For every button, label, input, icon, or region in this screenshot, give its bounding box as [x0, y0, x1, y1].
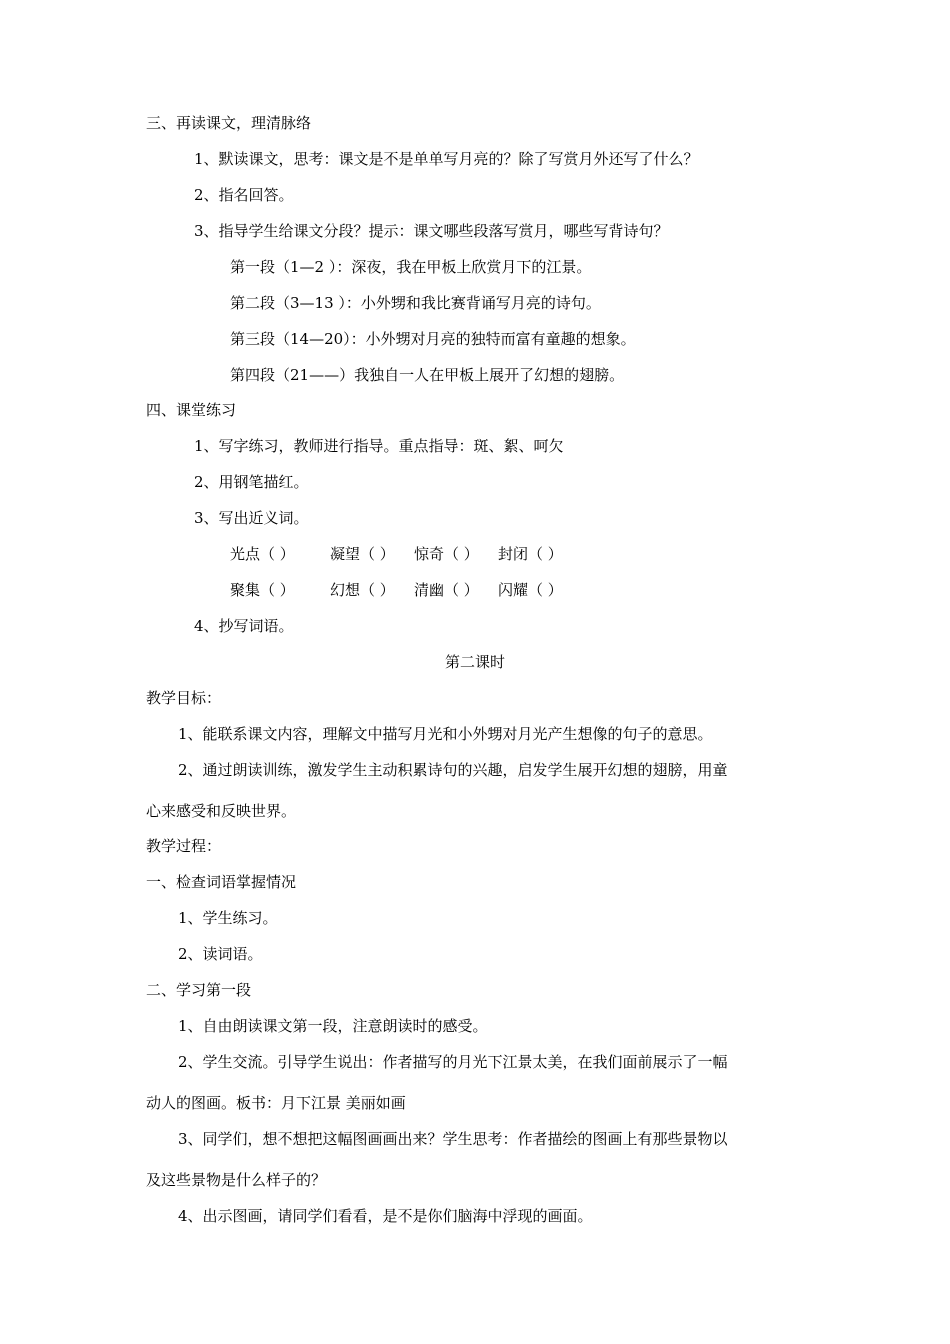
synonym-word: 闪耀（ ） [498, 581, 563, 599]
part-1-item-1: 1、学生练习。 [178, 909, 278, 927]
paragraph-3: 第三段（14—20）：小外甥对月亮的独特而富有童趣的想象。 [230, 330, 636, 348]
part-2-item-3-line-1: 3、同学们，想不想把这幅图画画出来？学生思考：作者描绘的图画上有那些景物以 [178, 1130, 728, 1148]
part-2-item-1: 1、自由朗读课文第一段，注意朗读时的感受。 [178, 1017, 488, 1035]
paragraph-2: 第二段（3—13 ）：小外甥和我比赛背诵写月亮的诗句。 [230, 294, 601, 312]
synonym-word: 惊奇（ ） [414, 545, 479, 563]
synonym-word: 清幽（ ） [414, 581, 479, 599]
goals-label: 教学目标： [146, 689, 222, 707]
section-4-heading: 四、课堂练习 [146, 401, 237, 419]
goal-2-line-1: 2、通过朗读训练，激发学生主动积累诗句的兴趣，启发学生展开幻想的翅膀，用童 [178, 761, 728, 779]
synonym-word: 幻想（ ） [330, 581, 395, 599]
part-2-heading: 二、学习第一段 [146, 981, 252, 999]
section-4-item-4: 4、抄写词语。 [194, 617, 294, 635]
part-2-item-3-line-2: 及这些景物是什么样子的？ [146, 1171, 327, 1189]
paragraph-1: 第一段（1—2 ）：深夜，我在甲板上欣赏月下的江景。 [230, 258, 592, 276]
synonym-word: 聚集（ ） [230, 581, 295, 599]
synonym-word: 凝望（ ） [330, 545, 395, 563]
section-3-item-3: 3、指导学生给课文分段？提示：课文哪些段落写赏月，哪些写背诗句？ [194, 222, 669, 240]
part-1-heading: 一、检查词语掌握情况 [146, 873, 297, 891]
goal-2-line-2: 心来感受和反映世界。 [146, 802, 297, 820]
lesson-2-title: 第二课时 [444, 653, 505, 671]
section-4-item-2: 2、用钢笔描红。 [194, 473, 309, 491]
section-3-item-1: 1、默读课文，思考：课文是不是单单写月亮的？除了写赏月外还写了什么？ [194, 150, 699, 168]
synonym-row-2 [230, 580, 582, 600]
paragraph-4: 第四段（21——）我独自一人在甲板上展开了幻想的翅膀。 [230, 366, 625, 384]
part-2-item-4: 4、出示图画，请同学们看看，是不是你们脑海中浮现的画面。 [178, 1207, 593, 1225]
process-label: 教学过程： [146, 837, 222, 855]
part-2-item-2-line-2: 动人的图画。板书：月下江景 美丽如画 [146, 1094, 406, 1112]
part-2-item-2-line-1: 2、学生交流。引导学生说出：作者描写的月光下江景太美，在我们面前展示了一幅 [178, 1053, 728, 1071]
section-3-heading: 三、再读课文，理清脉络 [146, 114, 312, 132]
goal-1: 1、能联系课文内容，理解文中描写月光和小外甥对月光产生想像的句子的意思。 [178, 725, 713, 743]
part-1-item-2: 2、读词语。 [178, 945, 263, 963]
section-4-item-1: 1、写字练习，教师进行指导。重点指导：斑、絮、呵欠 [194, 437, 564, 455]
synonym-word: 光点（ ） [230, 545, 295, 563]
synonym-row-1 [230, 544, 582, 564]
section-3-item-2: 2、指名回答。 [194, 186, 294, 204]
synonym-word: 封闭（ ） [498, 545, 563, 563]
section-4-item-3: 3、写出近义词。 [194, 509, 309, 527]
